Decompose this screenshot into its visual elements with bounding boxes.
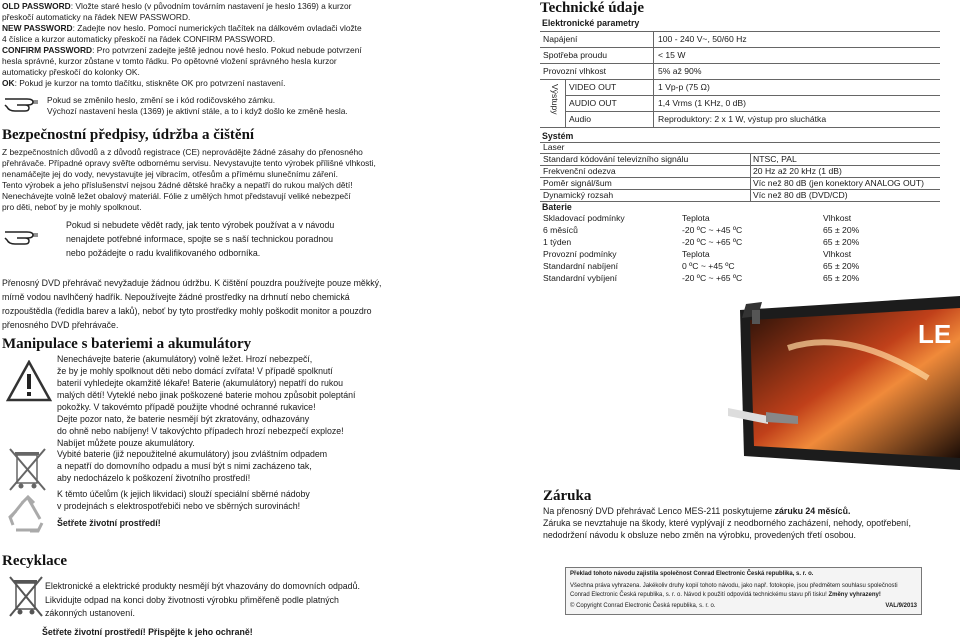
battery-spec-cell: 65 ± 20% [823, 273, 860, 283]
battery-spec-cell: Provozní podmínky [543, 249, 617, 259]
battery-line: malých dětí! Vyteklé nebo jinak poškozené baterie mohou způsobit poleptání [57, 390, 356, 400]
password-line [2, 67, 442, 78]
battery-spec-cell: 65 ± 20% [823, 225, 860, 235]
system-key: Frekvenční odezva [543, 166, 616, 176]
battery-spec-row [543, 225, 943, 237]
recycle-line: Likvidujte odpad na konci doby životnosti výrobku přiměřeně podle platných [45, 594, 339, 605]
safety-line: Z bezpečnostních důvodů a z důvodů registrace (CE) neprovádějte žádné zásahy do přenosného [2, 147, 363, 157]
password-desc: 4 číslice a kurzor automaticky přeskočí na řádek CONFIRM PASSWORD. [2, 34, 276, 44]
output-row [566, 80, 940, 96]
battery-spec-cell: 65 ± 20% [823, 261, 860, 271]
safety-line: pro děti, neboť by je mohly spolknout. [2, 202, 142, 212]
battery-spec-title: Baterie [542, 202, 572, 212]
password-term: CONFIRM PASSWORD [2, 45, 93, 55]
battery-spec-row [543, 237, 943, 249]
footer-line: Conrad Electronic Česká republika, s. r. o. Návod k použití odpovídá technickému stavu při tisku! [570, 592, 829, 598]
footer-line: Všechna práva vyhrazena. Jakékoliv druhy kopií tohoto návodu, jako např. fotokopie, jsou předmětem souhlasu společnosti [570, 583, 898, 589]
safety-line: Nenechávejte volně ležet obalový materiál. Fólie z umělých hmot představují veliké nebezpečí [2, 191, 351, 201]
battery-line: pokožky. V takovémto případě použijte vhodné ochranné rukavice! [57, 402, 316, 412]
recycle-title: Recyklace [2, 553, 67, 569]
system-value: NTSC, PAL [753, 154, 797, 164]
battery-disposal-line: aby nedocházelo k poškození životního prostředí! [57, 473, 251, 483]
battery-spec-cell: Standardní vybíjení [543, 273, 618, 283]
password-text [2, 1, 442, 89]
output-value: 1 Vp-p (75 Ω) [658, 82, 710, 92]
output-row [566, 96, 940, 112]
warranty-line: Na přenosný DVD přehrávač Lenco MES-211 poskytujeme [543, 506, 775, 516]
battery-spec-row [543, 213, 943, 225]
password-desc: : Vložte staré heslo (v původním továrním nastavení je heslo 1369) a kurzor [70, 1, 352, 11]
output-key: Audio [569, 114, 591, 124]
translation-footer [565, 567, 922, 615]
password-desc: : Pokud je kurzor na tomto tlačítku, stiskněte OK pro potvrzení nastavení. [14, 78, 286, 88]
battery-spec-cell: 1 týden [543, 237, 572, 247]
battery-spec-cell: Teplota [682, 213, 710, 223]
safety-title: Bezpečnostní předpisy, údržba a čištění [2, 127, 255, 143]
warranty-title: Záruka [543, 488, 592, 504]
password-term: OLD PASSWORD [2, 1, 71, 11]
output-key: AUDIO OUT [569, 98, 617, 108]
battery-spec-cell: Standardní nabíjení [543, 261, 619, 271]
system-row [540, 190, 940, 202]
outputs-label: Výstupy [550, 84, 560, 115]
battery-line: že by je mohly spolknout děti nebo domácí zvířata! V případě spolknutí [57, 366, 333, 376]
battery-line: Nenechávejte baterie (akumulátory) volně ležet. Hrozí nebezpečí, [57, 354, 313, 364]
password-line [2, 1, 442, 12]
password-note-1: Pokud se změnilo heslo, změní se i kód rodičovského zámku. [47, 95, 276, 105]
warning-triangle-icon [6, 360, 52, 402]
spec-value: 5% až 90% [658, 66, 702, 76]
password-desc: : Pro potvrzení zadejte ještě jednou nové heslo. Pokud nebude potvrzení [92, 45, 362, 55]
battery-spec-cell: 0 ºC ~ +45 ºC [682, 261, 735, 271]
battery-collection-line: v prodejnách s elektrospotřebiči nebo ve sběrných surovinách! [57, 501, 301, 511]
battery-spec-cell: Teplota [682, 249, 710, 259]
password-line [2, 45, 442, 56]
system-value: Víc než 80 dB (DVD/CD) [753, 190, 848, 200]
recycle-save-env: Šetřete životní prostředí! Přispějte k jeho ochraně! [42, 627, 253, 637]
battery-spec-cell: Vlhkost [823, 249, 852, 259]
spec-key: Spotřeba proudu [543, 50, 608, 60]
battery-spec-row [543, 249, 943, 261]
battery-title: Manipulace s bateriemi a akumulátory [2, 336, 252, 352]
system-key: Poměr signál/šum [543, 178, 612, 188]
recycle-line: zákonných ustanovení. [45, 608, 135, 618]
battery-line: Nabíjet můžete pouze akumulátory. [57, 438, 195, 448]
password-desc: : Zadejte nov heslo. Pomocí numerických tlačítek na dálkovém ovladači vložte [72, 23, 362, 33]
system-key: Dynamický rozsah [543, 190, 614, 200]
battery-spec-cell: Skladovací podmínky [543, 213, 625, 223]
tech-subtitle: Elektronické parametry [542, 18, 640, 28]
spec-value: < 15 W [658, 50, 686, 60]
tech-title: Technické údaje [540, 0, 645, 16]
hand-pointer-icon [3, 226, 39, 248]
password-desc: hesla správné, kurzor zůstane v tomto řádku. Po opětovné vložení správného hesla kurzor [2, 56, 337, 66]
safety-note-line: nenajdete potřebné informace, spojte se s naší technickou poradnou [66, 234, 334, 244]
crossed-bin-icon [8, 445, 48, 493]
battery-disposal-line: Vybité baterie (již nepoužitelné akumulátory) jsou zvláštním odpadem [57, 449, 328, 459]
spec-key: Napájení [543, 34, 578, 44]
output-value: 1,4 Vrms (1 KHz, 0 dB) [658, 98, 747, 108]
recycling-arrows-icon [8, 495, 48, 535]
battery-spec-cell: -20 ºC ~ +45 ºC [682, 225, 743, 235]
warranty-period: záruku 24 měsíců. [774, 506, 851, 516]
crossed-bin-icon [8, 573, 44, 619]
outputs-label-cell [540, 80, 566, 128]
password-desc: automaticky přeskočí do kolonky OK. [2, 67, 140, 77]
password-line [2, 56, 442, 67]
warranty-text [543, 505, 953, 541]
password-note [47, 95, 447, 117]
battery-spec-cell: -20 ºC ~ +65 ºC [682, 237, 743, 247]
spec-key: Provozní vlhkost [543, 66, 607, 76]
warranty-line: nedodržení návodu k obsluze nebo změn na výrobku, provedených třetí osobou. [543, 530, 856, 540]
battery-save-env: Šetřete životní prostředí! [57, 518, 161, 528]
battery-line: do ohně nebo nabíjeny! V takovýchto případech hrozí nebezpečí exploze! [57, 426, 344, 436]
password-term: OK [2, 78, 15, 88]
safety-note [66, 218, 446, 260]
recycle-line: Elektronické a elektrické produkty nesmějí být vhazovány do domovních odpadů. [45, 581, 360, 591]
safety-line: přehrávače. Případné opravy svěřte odbornému servisu. Nevystavujte tento výrobek přílišné vlhkosti, [2, 158, 376, 168]
safety-note-line: nebo požádejte o radu kvalifikovaného odborníka. [66, 248, 261, 258]
output-key: VIDEO OUT [569, 82, 617, 92]
password-desc: přeskočí automaticky na řádek NEW PASSWORD. [2, 12, 191, 22]
footer-changes: Změny vyhrazeny! [828, 592, 881, 598]
cleaning-line: mírně vodou navlhčený hadřík. Nepoužívejte žádné prostředky na drhnutí nebo chemická [2, 292, 350, 302]
battery-line: baterií vyhledejte okamžitě lékaře! Baterie (akumulátory) nepatří do rukou [57, 378, 344, 388]
system-row [540, 178, 940, 190]
warranty-line: Záruka se nevztahuje na škody, které vyplývají z neodborného zacházení, nehody, opotřebení, [543, 518, 911, 528]
system-key: Laser [543, 142, 565, 152]
cleaning-text [2, 276, 452, 332]
footer-line: Překlad tohoto návodu zajistila společnost Conrad Electronic Česká republika, s. r. o. [570, 571, 814, 577]
system-title: Systém [542, 131, 574, 141]
password-line [2, 23, 442, 34]
system-row [540, 154, 940, 166]
battery-spec-cell: -20 ºC ~ +65 ºC [682, 273, 743, 283]
hand-pointer-icon [3, 93, 39, 115]
battery-spec-row [543, 261, 943, 273]
dvd-player-photo [728, 288, 960, 478]
system-value: Víc než 80 dB (jen konektory ANALOG OUT) [753, 178, 924, 188]
recycle-text [45, 580, 465, 621]
battery-line: Dejte pozor nato, že baterie nesmějí být zkratovány, odhazovány [57, 414, 310, 424]
password-line [2, 34, 442, 45]
system-row [540, 142, 940, 154]
output-value: Reproduktory: 2 x 1 W, výstup pro sluchátka [658, 114, 827, 124]
battery-collection-line: K těmto účelům (k jejich likvidaci) slouží speciální sběrné nádoby [57, 489, 310, 499]
safety-line: nenamáčejte jej do vody, nevystavujte jej vibracím, otřesům a přímému slunečnímu záření. [2, 169, 338, 179]
cleaning-line: rozpouštědla (ředidla barev a laků), neboť by tyto prostředky mohly poškodit monitor a pouzdro [2, 306, 372, 316]
password-section [2, 1, 442, 89]
password-note-2: Výchozí nastavení hesla (1369) je aktivní stále, a to i když došlo ke změně hesla. [47, 106, 348, 116]
spec-row [540, 48, 940, 64]
password-line [2, 78, 442, 89]
spec-row [540, 64, 940, 80]
output-row [566, 112, 940, 128]
password-line [2, 12, 442, 23]
footer-copyright: © Copyright Conrad Electronic Česká republika, s. r. o. [570, 603, 716, 609]
cleaning-line: Přenosný DVD přehrávač nevyžaduje žádnou údržbu. K čištění pouzdra používejte pouze měkký, [2, 278, 382, 288]
battery-spec-cell: 65 ± 20% [823, 237, 860, 247]
battery-text [57, 353, 377, 449]
password-term: NEW PASSWORD [2, 23, 73, 33]
battery-spec-cell: 6 měsíců [543, 225, 578, 235]
spec-row [540, 32, 940, 48]
battery-spec-cell: Vlhkost [823, 213, 852, 223]
safety-text [2, 147, 452, 213]
svg-text:LE: LE [918, 319, 952, 349]
system-row [540, 166, 940, 178]
battery-disposal-text [57, 448, 377, 484]
battery-collection-text [57, 488, 377, 529]
footer-version: VAL/9/2013 [885, 603, 917, 609]
system-key: Standard kódování televizního signálu [543, 154, 689, 164]
battery-disposal-line: a nepatří do domovního odpadu a musí být s nimi zacházeno tak, [57, 461, 312, 471]
battery-spec-row [543, 273, 943, 285]
spec-value: 100 - 240 V~, 50/60 Hz [658, 34, 747, 44]
safety-line: Tento výrobek a jeho příslušenství nejsou žádné dětské hračky a nepatří do rukou malých dětí! [2, 180, 353, 190]
system-value: 20 Hz až 20 kHz (1 dB) [753, 166, 842, 176]
safety-note-line: Pokud si nebudete vědět rady, jak tento výrobek používat a v návodu [66, 220, 335, 230]
cleaning-line: přenosného DVD přehrávače. [2, 320, 119, 330]
